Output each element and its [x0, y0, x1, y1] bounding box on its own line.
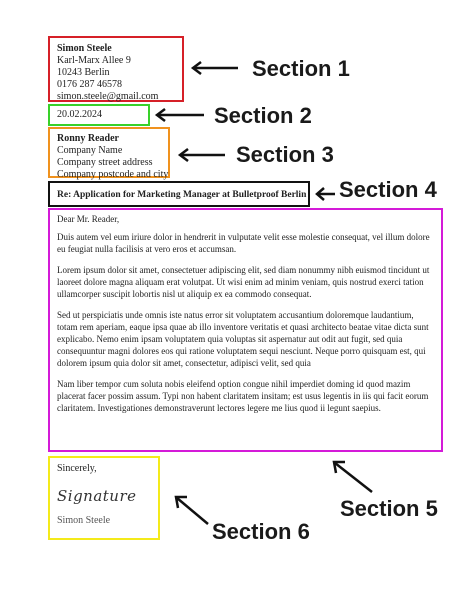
- section-4-box: [48, 181, 310, 207]
- section-5-label: Section 5: [340, 496, 438, 521]
- subject-line: Re: Application for Marketing Manager at Bulletproof Berlin: [57, 190, 307, 200]
- recipient-company: Company Name: [57, 145, 123, 156]
- section-4-label: Section 4: [339, 177, 437, 202]
- sender-phone: 0176 287 46578: [57, 79, 122, 90]
- section-6-arrow-icon: [172, 494, 212, 528]
- letter-date: 20.02.2024: [57, 109, 102, 120]
- section-6-label: Section 6: [212, 519, 310, 544]
- closing-name: Simon Steele: [57, 515, 111, 526]
- salutation: Dear Mr. Reader,: [57, 214, 120, 224]
- sign-off: Sincerely,: [57, 463, 97, 474]
- section-2-arrow-icon: [154, 108, 206, 122]
- section-3-label: Section 3: [236, 142, 334, 167]
- sender-email: simon.steele@gmail.com: [57, 91, 159, 102]
- section-6-box: [48, 456, 160, 540]
- sender-street: Karl-Marx Allee 9: [57, 55, 131, 66]
- body-paragraph-1: Duis autem vel eum iriure dolor in hendrerit in vulputate velit esse molestie consequat, vel illum dolore eu feugiat nulla facilisis at vero eros et accumsan.: [57, 232, 430, 254]
- body-paragraph-3: Sed ut perspiciatis unde omnis iste natus error sit voluptatem accusantium doloremque laudantium, totam rem aperiam, eaque ipsa quae ab illo inventore veritatis et quasi architecto beatae vitae dicta sunt explicabo. Nemo enim ipsam voluptatem quia voluptas sit aspernatur aut odit aut fugit, sed quia consequuntur magni dolores eos qui ratione voluptatem sequi nesciunt. Neque porro quisquam est, qui dolorem ipsum quia dolor sit amet, consectetur, adipisci velit, sed quia: [57, 310, 429, 368]
- section-1-label: Section 1: [252, 56, 350, 81]
- section-5-arrow-icon: [330, 459, 376, 495]
- section-1-arrow-icon: [190, 61, 240, 75]
- recipient-city: Company postcode and city: [57, 169, 169, 180]
- recipient-street: Company street address: [57, 157, 153, 168]
- section-5-box: [48, 208, 443, 452]
- recipient-name: Ronny Reader: [57, 133, 119, 144]
- section-3-arrow-icon: [177, 148, 227, 162]
- section-2-label: Section 2: [214, 103, 312, 128]
- sender-name: Simon Steele: [57, 43, 112, 54]
- body-paragraph-2: Lorem ipsum dolor sit amet, consectetuer adipiscing elit, sed diam nonummy nibh euismod tincidunt ut laoreet dolore magna aliquam erat volutpat. Ut wisi enim ad minim veniam, quis nostrud exerci tation ullamcorper suscipit lobortis nisl ut aliquip ex ea commodo consequat.: [57, 265, 430, 299]
- body-paragraph-4: Nam liber tempor cum soluta nobis eleifend option congue nihil imperdiet doming id quod mazim placerat facer possim assum. Typi non habent claritatem insitam; est usus legentis in iis qui facit eorum claritatem. Investigationes demonstraverunt lectores legere me lius quod ii legunt saepius.: [57, 379, 429, 413]
- section-4-arrow-icon: [314, 187, 336, 201]
- sender-city: 10243 Berlin: [57, 67, 110, 78]
- section-3-box: [48, 127, 170, 178]
- signature: Signature: [57, 487, 137, 505]
- section-1-box: [48, 36, 184, 102]
- section-2-box: [48, 104, 150, 126]
